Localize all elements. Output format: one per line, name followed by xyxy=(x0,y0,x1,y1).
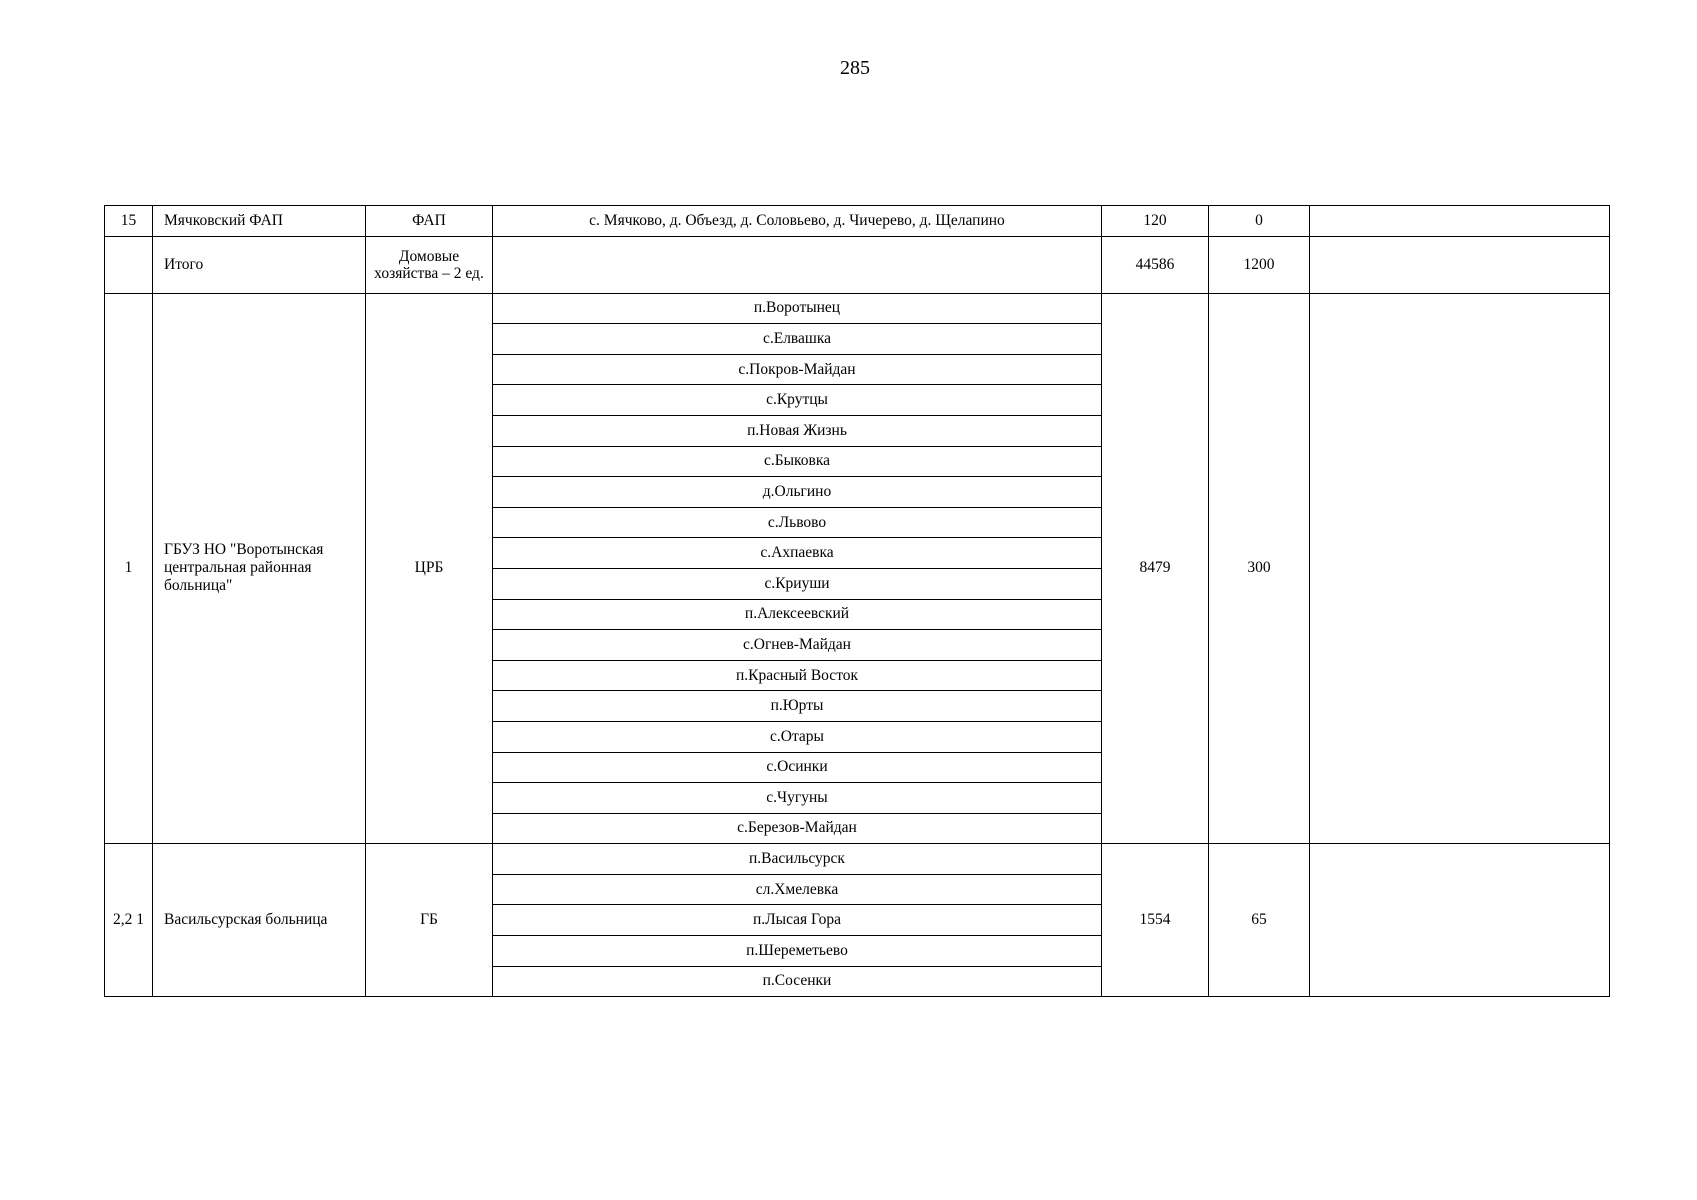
cell-settlement: с.Криуши xyxy=(493,568,1102,599)
cell-note xyxy=(1310,236,1610,293)
cell-settlement: п.Юрты xyxy=(493,691,1102,722)
cell-settlement: сл.Хмелевка xyxy=(493,874,1102,905)
cell-type: ГБ xyxy=(366,844,493,997)
table-row xyxy=(105,206,1610,237)
cell-settlement: п.Шереметьево xyxy=(493,936,1102,967)
cell-population: 44586 xyxy=(1102,236,1209,293)
total-row xyxy=(105,236,1610,293)
cell-settlement: с.Покров-Майдан xyxy=(493,354,1102,385)
cell-population: 8479 xyxy=(1102,293,1209,844)
cell-settlement: с.Огнев-Майдан xyxy=(493,630,1102,661)
cell-settlement: с.Крутцы xyxy=(493,385,1102,416)
cell-type: ЦРБ xyxy=(366,293,493,844)
cell-settlement: с.Ахпаевка xyxy=(493,538,1102,569)
cell-settlement: с.Елвашка xyxy=(493,324,1102,355)
table-row xyxy=(105,293,1610,324)
cell-num xyxy=(105,236,153,293)
table-row xyxy=(105,844,1610,875)
crb-group xyxy=(105,293,1610,844)
cell-settlement: п.Новая Жизнь xyxy=(493,415,1102,446)
gb-group xyxy=(105,844,1610,997)
cell-settlement: п.Сосенки xyxy=(493,966,1102,997)
cell-name: Васильсурская больница xyxy=(153,844,366,997)
cell-population: 120 xyxy=(1102,206,1209,237)
cell-num: 15 xyxy=(105,206,153,237)
cell-settlement: с.Березов-Майдан xyxy=(493,813,1102,844)
cell-name: Итого xyxy=(153,236,366,293)
cell-value: 0 xyxy=(1209,206,1310,237)
cell-settlement: п.Васильсурск xyxy=(493,844,1102,875)
cell-settlement: с.Осинки xyxy=(493,752,1102,783)
cell-value: 1200 xyxy=(1209,236,1310,293)
cell-note xyxy=(1310,844,1610,997)
cell-settlement: с. Мячково, д. Объезд, д. Соловьево, д. Чичерево, д. Щелапино xyxy=(493,206,1102,237)
cell-settlement: п.Воротынец xyxy=(493,293,1102,324)
facilities-table xyxy=(104,205,1610,997)
cell-settlement: п.Красный Восток xyxy=(493,660,1102,691)
cell-settlement: п.Лысая Гора xyxy=(493,905,1102,936)
cell-type: ФАП xyxy=(366,206,493,237)
cell-name: ГБУЗ НО "Воротынская центральная районная больница" xyxy=(153,293,366,844)
cell-value: 65 xyxy=(1209,844,1310,997)
cell-note xyxy=(1310,293,1610,844)
cell-num: 2,2 1 xyxy=(105,844,153,997)
cell-settlement: п.Алексеевский xyxy=(493,599,1102,630)
cell-name: Мячковский ФАП xyxy=(153,206,366,237)
cell-settlement xyxy=(493,236,1102,293)
cell-settlement: д.Ольгино xyxy=(493,477,1102,508)
cell-population: 1554 xyxy=(1102,844,1209,997)
cell-num: 1 xyxy=(105,293,153,844)
cell-settlement: с.Отары xyxy=(493,721,1102,752)
page-number: 285 xyxy=(840,57,870,79)
cell-type: Домовые хозяйства – 2 ед. xyxy=(366,236,493,293)
cell-value: 300 xyxy=(1209,293,1310,844)
cell-settlement: с.Львово xyxy=(493,507,1102,538)
cell-settlement: с.Чугуны xyxy=(493,783,1102,814)
cell-settlement: с.Быковка xyxy=(493,446,1102,477)
cell-note xyxy=(1310,206,1610,237)
